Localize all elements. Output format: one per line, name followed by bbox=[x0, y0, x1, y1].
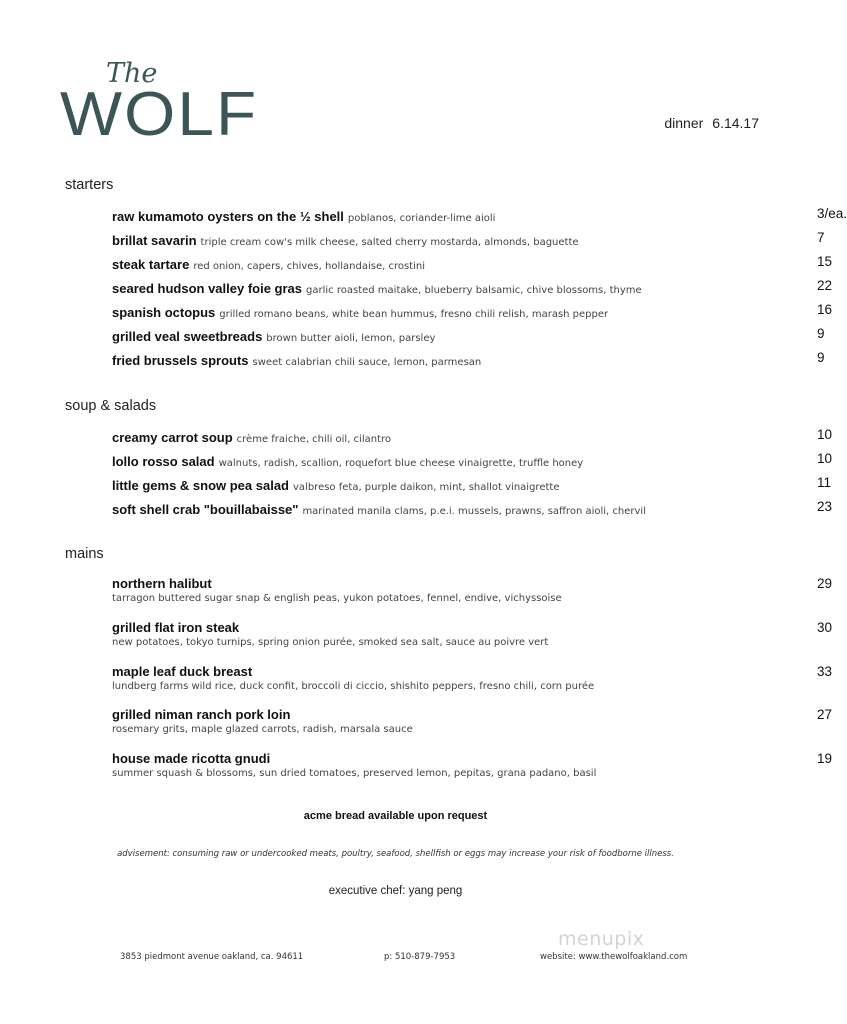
menu-item bbox=[112, 707, 833, 743]
item-price: 22 bbox=[817, 278, 833, 293]
menu-item bbox=[112, 427, 833, 447]
footer-phone: p: 510-879-7953 bbox=[384, 952, 456, 962]
item-price: 33 bbox=[817, 664, 833, 679]
item-description: rosemary grits, maple glazed carrots, radish, marsala sauce bbox=[112, 724, 413, 735]
executive-chef: executive chef: yang peng bbox=[328, 885, 463, 897]
menu-item bbox=[112, 664, 833, 700]
item-name: lollo rosso salad bbox=[112, 454, 215, 469]
menu-date-line bbox=[664, 115, 759, 131]
item-price: 9 bbox=[817, 326, 825, 341]
item-price: 19 bbox=[817, 751, 833, 766]
item-name: soft shell crab "bouillabaisse" bbox=[112, 502, 299, 517]
item-price: 3/ea. bbox=[817, 206, 847, 221]
menu-item bbox=[112, 499, 833, 519]
logo-the-text: The bbox=[106, 58, 158, 89]
item-name: brillat savarin bbox=[112, 233, 197, 248]
menu-item bbox=[112, 230, 825, 250]
item-price: 10 bbox=[817, 451, 833, 466]
section-title-soup-salads: soup & salads bbox=[65, 398, 157, 414]
advisement-note: advisement: consuming raw or undercooked meats, poultry, seafood, shellfish or eggs may increase your risk of foodborne illness. bbox=[117, 849, 674, 859]
item-description: grilled romano beans, white bean hummus, fresno chili relish, marash pepper bbox=[219, 309, 609, 320]
menu-item bbox=[112, 475, 832, 495]
item-description: lundberg farms wild rice, duck confit, broccoli di ciccio, shishito peppers, fresno chili, corn purée bbox=[112, 681, 595, 692]
menu-item bbox=[112, 278, 833, 298]
menu-item bbox=[112, 302, 833, 322]
menu-date: 6.14.17 bbox=[712, 115, 759, 131]
item-description: brown butter aioli, lemon, parsley bbox=[266, 333, 436, 344]
meal-label: dinner bbox=[664, 115, 704, 131]
item-description: tarragon buttered sugar snap & english peas, yukon potatoes, fennel, endive, vichyssoise bbox=[112, 593, 562, 604]
menu-item bbox=[112, 350, 825, 370]
footer-website[interactable]: website: www.thewolfoakland.com bbox=[540, 952, 688, 962]
watermark-text: menupix bbox=[558, 928, 645, 950]
item-name: northern halibut bbox=[112, 576, 212, 591]
item-name: maple leaf duck breast bbox=[112, 664, 253, 679]
item-name: steak tartare bbox=[112, 257, 190, 272]
menu-item bbox=[112, 620, 833, 656]
item-price: 29 bbox=[817, 576, 833, 591]
item-price: 10 bbox=[817, 427, 833, 442]
item-description: sweet calabrian chili sauce, lemon, parmesan bbox=[252, 357, 482, 368]
item-description: summer squash & blossoms, sun dried tomatoes, preserved lemon, pepitas, grana padano, basil bbox=[112, 768, 597, 779]
item-name: house made ricotta gnudi bbox=[112, 751, 271, 766]
item-description: marinated manila clams, p.e.i. mussels, prawns, saffron aioli, chervil bbox=[302, 506, 646, 517]
item-name: spanish octopus bbox=[112, 305, 216, 320]
menu-item bbox=[112, 206, 847, 226]
item-name: grilled veal sweetbreads bbox=[112, 329, 263, 344]
item-description: triple cream cow's milk cheese, salted cherry mostarda, almonds, baguette bbox=[200, 237, 579, 248]
item-price: 30 bbox=[817, 620, 833, 635]
item-description: garlic roasted maitake, blueberry balsamic, chive blossoms, thyme bbox=[306, 285, 642, 296]
menu-item bbox=[112, 451, 833, 471]
item-description: walnuts, radish, scallion, roquefort blue cheese vinaigrette, truffle honey bbox=[218, 458, 584, 469]
item-description: poblanos, coriander-lime aioli bbox=[347, 213, 496, 224]
item-price: 27 bbox=[817, 707, 833, 722]
item-price: 7 bbox=[817, 230, 825, 245]
item-name: grilled niman ranch pork loin bbox=[112, 707, 291, 722]
bread-note: acme bread available upon request bbox=[303, 810, 488, 822]
item-price: 11 bbox=[817, 475, 832, 490]
menu-item bbox=[112, 576, 833, 612]
item-name: fried brussels sprouts bbox=[112, 353, 249, 368]
item-description: red onion, capers, chives, hollandaise, crostini bbox=[193, 261, 425, 272]
item-price: 16 bbox=[817, 302, 833, 317]
section-title-starters: starters bbox=[65, 177, 114, 193]
menu-item bbox=[112, 254, 833, 274]
item-price: 9 bbox=[817, 350, 825, 365]
item-description: valbreso feta, purple daikon, mint, shallot vinaigrette bbox=[293, 482, 560, 493]
item-name: seared hudson valley foie gras bbox=[112, 281, 303, 296]
item-price: 15 bbox=[817, 254, 833, 269]
menu-item bbox=[112, 751, 833, 787]
item-name: creamy carrot soup bbox=[112, 430, 233, 445]
item-description: crème fraiche, chili oil, cilantro bbox=[236, 434, 392, 445]
item-name: raw kumamoto oysters on the ½ shell bbox=[112, 209, 344, 224]
item-name: grilled flat iron steak bbox=[112, 620, 240, 635]
logo-wolf-text: WOLF bbox=[60, 80, 259, 149]
item-description: new potatoes, tokyo turnips, spring onion purée, smoked sea salt, sauce au poivre vert bbox=[112, 637, 549, 648]
item-price: 23 bbox=[817, 499, 833, 514]
menu-item bbox=[112, 326, 825, 346]
section-title-mains: mains bbox=[65, 546, 104, 562]
footer-address: 3853 piedmont avenue oakland, ca. 94611 bbox=[120, 952, 304, 962]
item-name: little gems & snow pea salad bbox=[112, 478, 289, 493]
